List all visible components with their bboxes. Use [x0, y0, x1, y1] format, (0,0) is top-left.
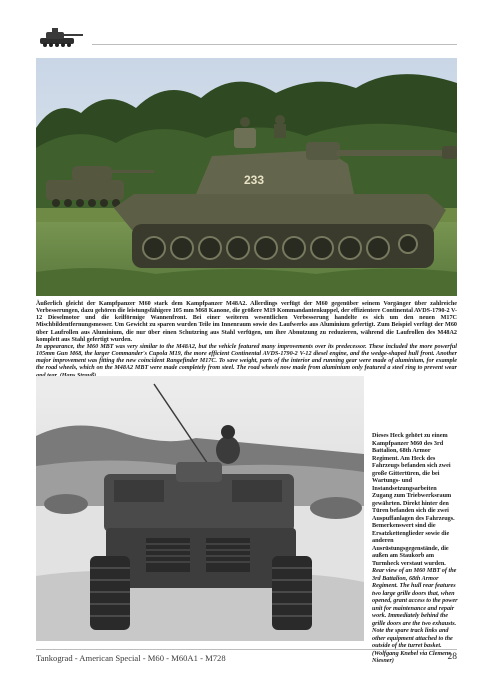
top-caption-german: Äußerlich gleicht der Kampfpanzer M60 stark dem Kampfpanzer M48A2. Allerdings verfügt der M60 gegenüber seinem Vorgänger über zahlreiche Verbesserungen, dazu gehören die leistungsfähigere 105 mm M68 Kanone, die größere M19 Kommandantenkuppel, der effizientere Continental AVDS-1790-2 V-12 Dieselmotor und die keilförmige Wannenfront. Bei einer weiteren wesentlichen Verbesserung handelte es sich um den neuen M17C Mischbildentfernungsmesser. Um Gewicht zu sparen wurden Teile im Innenraum sowie des Laufwerks aus Aluminium gefertigt. Zum Beispiel verfügt der M60 über Laufrollen aus Aluminium, die nur über einen Schutzring aus Stahl verfügen, um ihre Abnutzung zu reduzieren, während die Laufrollen des M48A2 komplett aus Stahl gefertigt wurden.: [36, 301, 457, 343]
top-tank-photo: [36, 58, 457, 296]
side-caption: [372, 432, 458, 665]
page-number: 28: [447, 652, 457, 662]
footer-rule: [36, 649, 457, 650]
bottom-tank-photo: [36, 376, 364, 641]
tank-silhouette-icon: [36, 24, 86, 50]
top-caption: [36, 301, 457, 380]
footer-title: Tankograd - American Special - M60 - M60A1 - M728: [36, 653, 226, 663]
header-rule: [92, 44, 457, 45]
top-caption-english: In appearance, the M60 MBT was very similar to the M48A2, but the vehicle featured many improvements over its predecessor. These included the more powerful 105mm Gun M68, the larger Commander's Cupola M19, the more efficient Continental AVDS-1790-2 V-12 diesel engine, and the wedge-shaped hull front. Another major improvement was fitting the new coincident Rangefinder M17C. To save weight, parts of the interior and running gear were made of aluminium, for example the road wheels, which on the M48A2 MBT were made completely from steel. The road wheels now made from aluminium only featured a steel ring to prevent wear: [36, 343, 457, 372]
side-caption-german: Dieses Heck gehört zu einem Kampfpanzer M60 des 3rd Battalion, 68th Armor Regiment. Am Heck des Fahrzeugs befanden sich zwei große Gittertüren, die bei Wartungs- und Instandsetzungsarbeiten Zugang zum Triebwerksraum gewährten. Direkt hinter den Türen befanden sich die zwei Auspuffanlagen des Fahrzeugs. Bemerkenswert sind die Ersatzkettenglieder sowie die anderen Ausrüstungsgegenstände, die außen am Staukorb am Turmheck verstaut wurden.: [372, 432, 455, 567]
hull-number: 233: [244, 173, 265, 187]
side-caption-english: Rear view of an M60 MBT of the 3rd Battalion, 68th Armor Regiment. The hull rear features two large grille doors that, when opened, grant access to the power unit for maintenance and repair work. Immediately behind the grille doors are the two exhausts. Note the spare track links and other equipment attached to the outside of the turret basket. (Wolfgang Knebel via Clemens Niesner): [372, 567, 458, 664]
